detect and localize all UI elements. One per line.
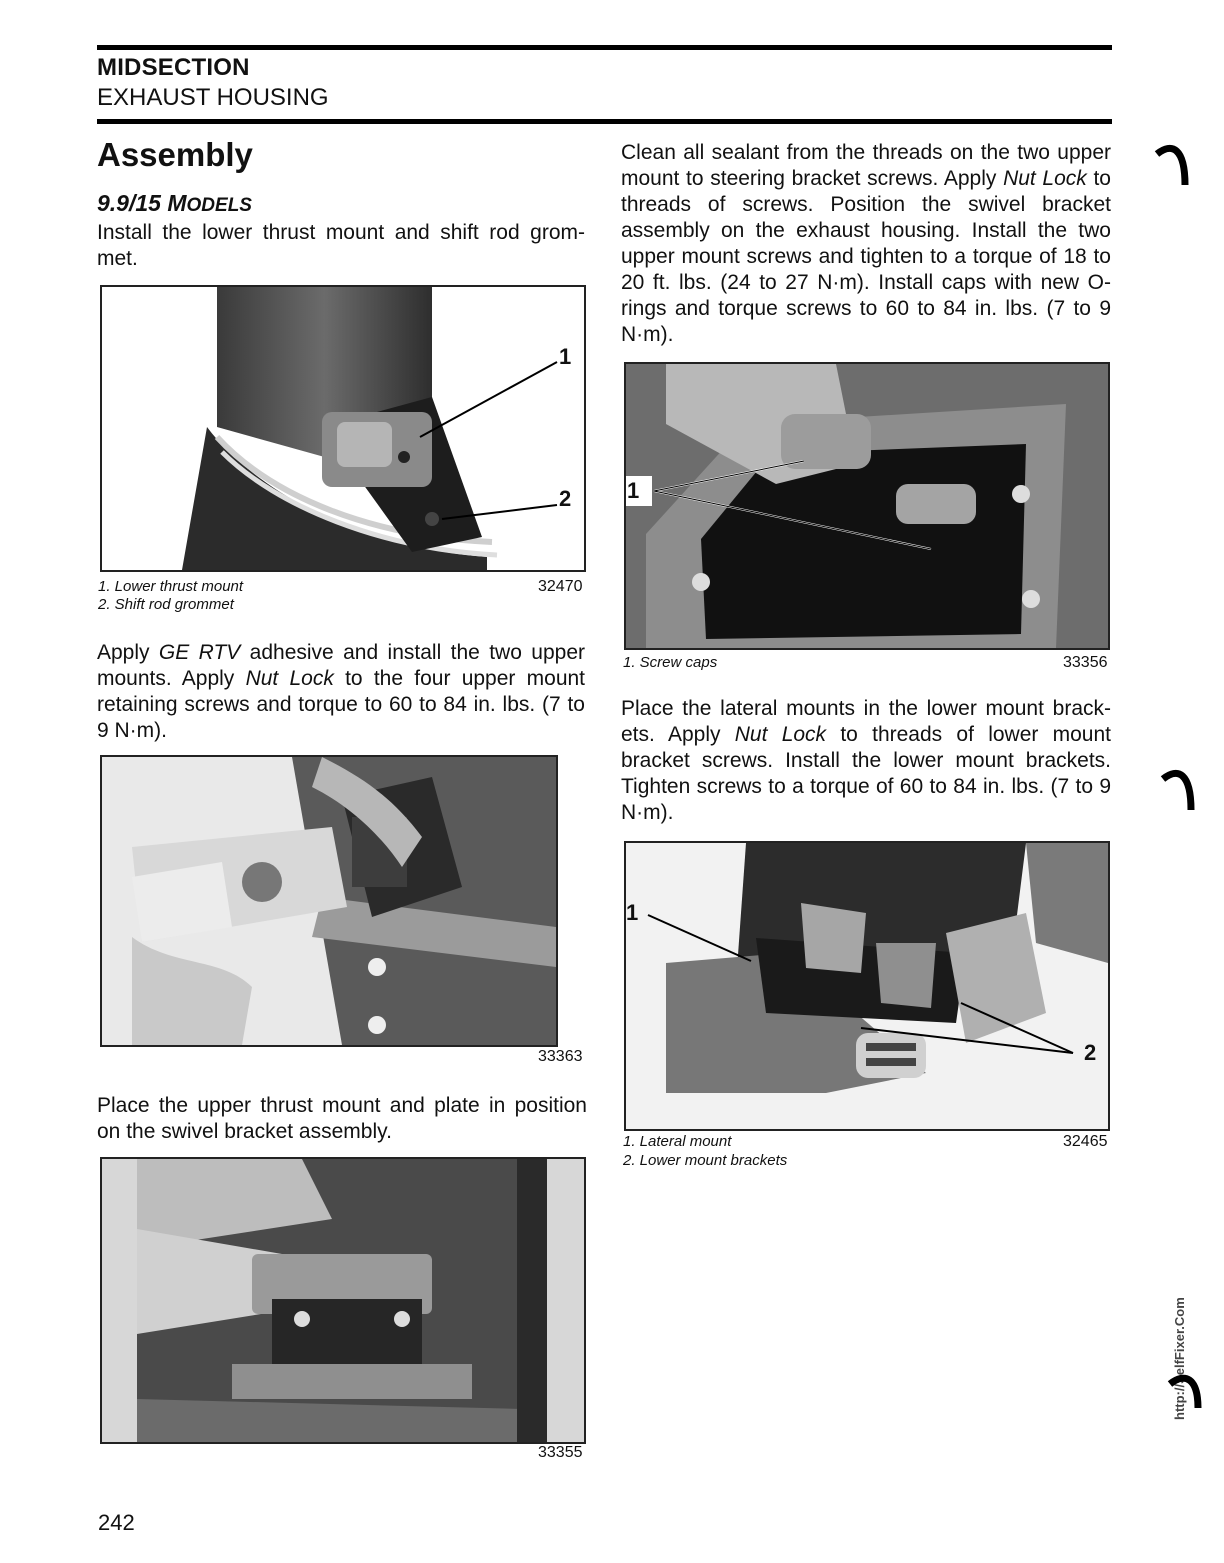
fig5-callout-2: 2 — [1084, 1040, 1097, 1065]
rp1-nutlock: Nut Lock — [1003, 167, 1087, 190]
left-paragraph-2 — [97, 640, 585, 744]
right-paragraph-1 — [621, 140, 1111, 348]
photo-screw-caps — [626, 364, 1108, 648]
models-m: M — [167, 190, 187, 216]
header-top-rule — [97, 45, 1112, 50]
fig1-callout-1: 1 — [559, 344, 572, 369]
photo-rtv-adhesive — [102, 757, 556, 1045]
edge-mark-1 — [1152, 140, 1192, 190]
left-paragraph-1: Install the lower thrust mount and shift rod grom-met. — [97, 221, 585, 270]
fig1-number: 32470 — [538, 578, 583, 595]
fig5-callout-1: 1 — [626, 900, 639, 925]
fig4-number: 33356 — [1063, 654, 1108, 671]
models-number: 9.9/15 — [97, 190, 161, 216]
fig5-number: 32465 — [1063, 1133, 1108, 1150]
section-title: MIDSECTION — [97, 54, 250, 81]
right-paragraph-2 — [621, 696, 1111, 826]
fig1-callout-2: 2 — [559, 486, 572, 511]
photo-lateral-mounts — [626, 843, 1108, 1129]
fig5-caption-2: 2. Lower mount brackets — [623, 1152, 788, 1169]
figure-screw-caps — [624, 362, 1110, 650]
fig2-number: 33363 — [538, 1048, 583, 1065]
watermark-url: http://SelfFixer.Com — [1172, 1297, 1187, 1420]
models-heading — [97, 190, 252, 217]
rp2-text-a: Place the lateral mounts in the lower mount brack-ets. Apply — [621, 697, 1111, 746]
fig1-caption-1: 1. Lower thrust mount — [98, 578, 244, 595]
edge-mark-2 — [1158, 765, 1198, 815]
subsection-title: EXHAUST HOUSING — [97, 84, 329, 111]
edge-mark-3 — [1165, 1370, 1205, 1410]
p2-text-e: to the four upper mount retaining screws and torque to 60 to 84 in. lbs. (7 to 9 N·m). — [97, 667, 586, 742]
photo-lower-thrust-mount — [102, 287, 584, 570]
fig1-caption-2: 2. Shift rod grommet — [98, 596, 234, 613]
models-rest: ODELS — [186, 195, 252, 216]
p2-nutlock: Nut Lock — [245, 667, 334, 690]
left-paragraph-3: Place the upper thrust mount and plate in position on the swivel bracket assembly. — [97, 1094, 587, 1143]
figure-upper-thrust-mount — [100, 1157, 586, 1444]
p2-text-c: adhesive and install the two upper mounts. Apply — [97, 641, 585, 690]
assembly-heading: Assembly — [97, 136, 253, 173]
p2-gertv: GE RTV — [158, 641, 241, 664]
rp2-nutlock: Nut Lock — [734, 723, 827, 746]
rp1-text-a: Clean all sealant from the threads on the two upper mount to steering bracket screws. Apply — [621, 141, 1111, 190]
figure-lower-thrust-mount — [100, 285, 586, 572]
fig4-callout-1: 1 — [627, 478, 640, 503]
rp1-text-c: to threads of screws. Position the swivel bracket assembly on the exhaust housing. Install the two upper mount screws and tighten to a torque of 18 to 20 ft. lbs. (24 to 27 N·m). Install caps with new O-rings and torque screws to 60 to 84 in. lbs. (7 to 9 N·m). — [621, 167, 1111, 346]
photo-upper-thrust-mount — [102, 1159, 584, 1442]
fig4-caption-1: 1. Screw caps — [623, 654, 718, 671]
figure-lateral-mounts — [624, 841, 1110, 1131]
figure-rtv-adhesive — [100, 755, 558, 1047]
p2-text-a: Apply — [97, 641, 159, 664]
fig5-caption-1: 1. Lateral mount — [623, 1133, 732, 1150]
page-number: 242 — [98, 1510, 135, 1535]
fig3-number: 33355 — [538, 1444, 583, 1461]
rp2-text-c: to threads of lower mount bracket screws. Install the lower mount brackets. Tighten screws to a torque of 60 to 84 in. lbs. (7 to 9 N·m). — [621, 723, 1112, 824]
header-bottom-rule — [97, 119, 1112, 124]
